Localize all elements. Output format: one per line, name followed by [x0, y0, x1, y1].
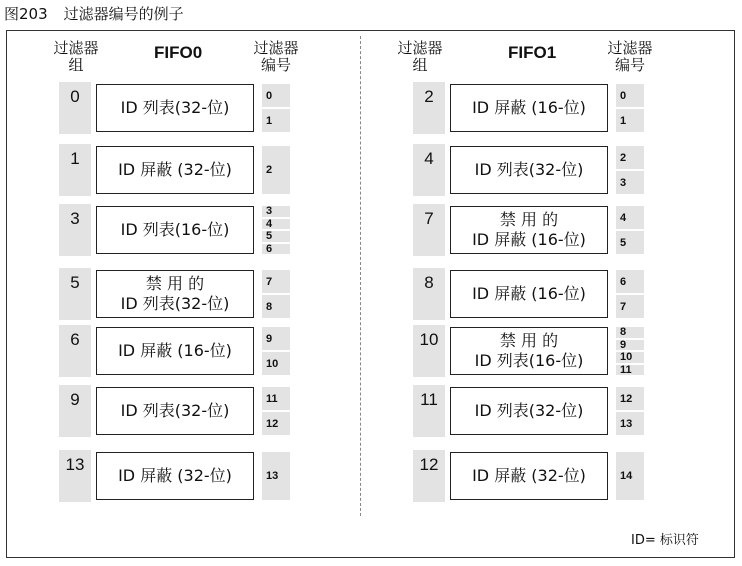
- filter-label-line: 禁 用 的: [145, 274, 205, 293]
- fifo0-group-5: 5: [59, 268, 91, 320]
- filter-number-cell: 12: [616, 387, 644, 410]
- filter-label-line: ID 列表(32-位): [120, 294, 230, 313]
- fifo0-filter-box-13: [96, 452, 254, 500]
- filter-number-cell: 5: [616, 231, 644, 254]
- fifo1-group-2: 2: [413, 82, 445, 134]
- filter-number-cell: 4: [616, 206, 644, 229]
- fifo1-number-column-8: [616, 270, 644, 318]
- fifo1-filter-box-12: [450, 452, 608, 500]
- fifo1-group-8: 8: [413, 268, 445, 320]
- filter-label-line: ID 列表(32-位): [474, 160, 584, 179]
- fifo0-number-column-1: [262, 146, 290, 194]
- fifo1-filter-box-11: [450, 387, 608, 435]
- fifo1-title: FIFO1: [508, 43, 557, 62]
- filter-number-cell: 9: [616, 340, 644, 351]
- fifo1-filter-box-2: [450, 84, 608, 132]
- fifo1-number-column-4: [616, 146, 644, 194]
- fifo0-number-column-3: [262, 206, 290, 254]
- filter-number-cell: 10: [262, 352, 290, 375]
- fifo1-group-4: 4: [413, 144, 445, 196]
- filter-number-cell: 4: [262, 219, 290, 230]
- filter-number-cell: 3: [616, 171, 644, 194]
- filter-number-cell: 7: [262, 270, 290, 293]
- fifo1-group-12: 12: [413, 450, 445, 502]
- filter-number-cell: 3: [262, 206, 290, 217]
- figure-caption: 过滤器编号的例子: [63, 5, 184, 23]
- filter-number-cell: 5: [262, 231, 290, 242]
- fifo0-filter-box-0: [96, 84, 254, 132]
- filter-label-line: ID 屏蔽 (16-位): [472, 284, 586, 303]
- filter-number-cell: 14: [616, 452, 644, 500]
- filter-number-cell: 11: [616, 365, 644, 376]
- fifo0-filter-box-1: [96, 146, 254, 194]
- fifo1-group-10: 10: [413, 325, 445, 377]
- figure-title: [4, 3, 184, 24]
- fifo0-group-6: 6: [59, 325, 91, 377]
- fifo1-number-column-12: [616, 452, 644, 500]
- fifo0-group-13: 13: [59, 450, 91, 502]
- fifo1-number-header: 过滤器 编号: [607, 39, 653, 74]
- fifo0-group-3: 3: [59, 204, 91, 256]
- fifo1-filter-box-4: [450, 146, 608, 194]
- filter-label-line: ID 列表(16-位): [474, 351, 584, 370]
- filter-number-cell: 12: [262, 412, 290, 435]
- fifo0-group-0: 0: [59, 82, 91, 134]
- fifo1-group-header: 过滤器 组: [397, 39, 443, 74]
- fifo0-number-column-13: [262, 452, 290, 500]
- fifo0-number-column-5: [262, 270, 290, 318]
- filter-label-line: ID 屏蔽 (16-位): [472, 230, 586, 249]
- filter-number-cell: 8: [616, 327, 644, 338]
- fifo1-number-column-11: [616, 387, 644, 435]
- legend: ID= 标识符: [631, 533, 699, 548]
- filter-label-line: ID 屏蔽 (32-位): [118, 466, 232, 485]
- fifo0-filter-box-6: [96, 327, 254, 375]
- fifo1-filter-box-8: [450, 270, 608, 318]
- fifo0-filter-box-9: [96, 387, 254, 435]
- filter-number-cell: 8: [262, 295, 290, 318]
- filter-number-cell: 13: [262, 452, 290, 500]
- filter-label-line: ID 列表(32-位): [474, 401, 584, 420]
- fifo-divider: [360, 36, 361, 516]
- fifo0-title: FIFO0: [154, 43, 203, 62]
- filter-number-cell: 2: [262, 146, 290, 194]
- fifo0-group-1: 1: [59, 144, 91, 196]
- filter-label-line: ID 列表(32-位): [120, 401, 230, 420]
- fifo0-number-column-9: [262, 387, 290, 435]
- filter-number-cell: 2: [616, 146, 644, 169]
- filter-label-line: ID 屏蔽 (16-位): [118, 341, 232, 360]
- filter-number-cell: 7: [616, 295, 644, 318]
- fifo1-number-column-2: [616, 84, 644, 132]
- filter-label-line: 禁 用 的: [499, 210, 559, 229]
- filter-label-line: ID 屏蔽 (16-位): [472, 98, 586, 117]
- filter-label-line: ID 屏蔽 (32-位): [472, 466, 586, 485]
- filter-label-line: 禁 用 的: [499, 331, 559, 350]
- fifo1-group-11: 11: [413, 385, 445, 437]
- filter-number-cell: 13: [616, 412, 644, 435]
- figure-number: 图203: [4, 5, 48, 23]
- fifo1-number-column-7: [616, 206, 644, 254]
- fifo1-filter-box-7: [450, 206, 608, 254]
- filter-number-cell: 11: [262, 387, 290, 410]
- filter-number-cell: 6: [616, 270, 644, 293]
- filter-number-cell: 9: [262, 327, 290, 350]
- filter-number-cell: 0: [262, 84, 290, 107]
- filter-number-cell: 6: [262, 244, 290, 255]
- fifo0-number-column-6: [262, 327, 290, 375]
- fifo1-group-7: 7: [413, 204, 445, 256]
- filter-label-line: ID 列表(16-位): [120, 220, 230, 239]
- fifo0-filter-box-5: [96, 270, 254, 318]
- fifo0-number-header: 过滤器 编号: [253, 39, 299, 74]
- filter-number-cell: 0: [616, 84, 644, 107]
- fifo0-number-column-0: [262, 84, 290, 132]
- fifo1-filter-box-10: [450, 327, 608, 375]
- fifo0-group-9: 9: [59, 385, 91, 437]
- filter-label-line: ID 屏蔽 (32-位): [118, 160, 232, 179]
- filter-number-cell: 10: [616, 352, 644, 363]
- filter-number-cell: 1: [616, 109, 644, 132]
- fifo0-filter-box-3: [96, 206, 254, 254]
- filter-label-line: ID 列表(32-位): [120, 98, 230, 117]
- filter-number-cell: 1: [262, 109, 290, 132]
- fifo1-number-column-10: [616, 327, 644, 375]
- fifo0-group-header: 过滤器 组: [53, 39, 99, 74]
